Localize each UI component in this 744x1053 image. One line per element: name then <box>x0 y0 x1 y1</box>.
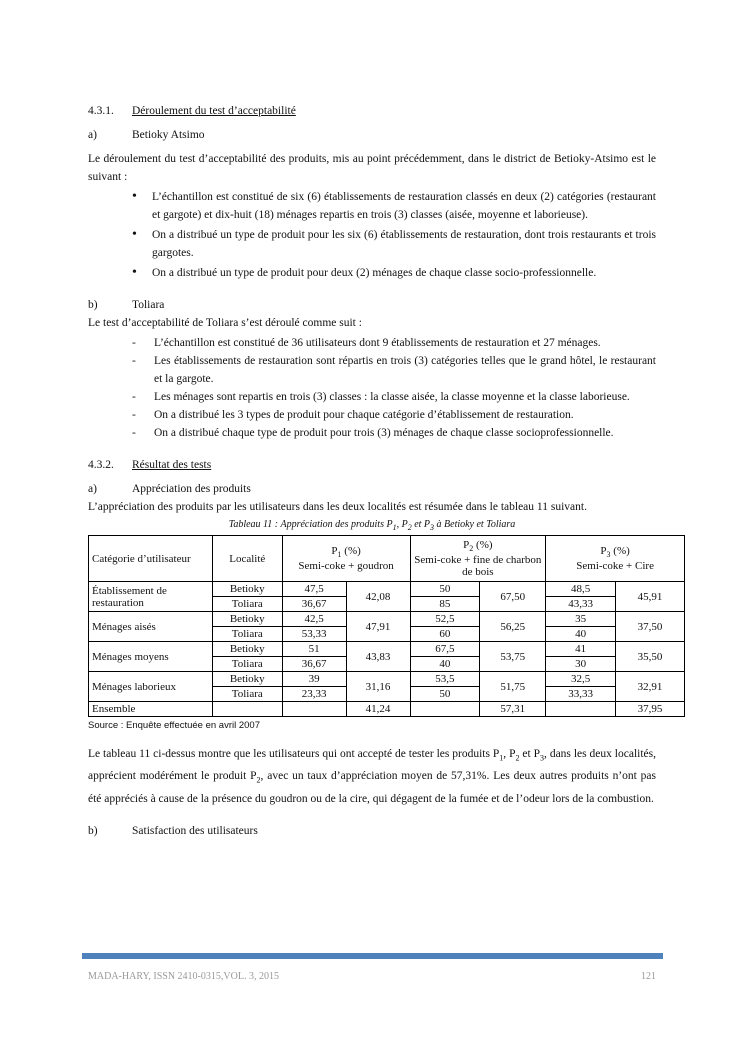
subsection-letter: a) <box>88 129 97 141</box>
p1-value: 51 <box>282 642 346 657</box>
category-cell: Établissement de restauration <box>89 582 213 612</box>
p3-average: 32,91 <box>616 672 685 702</box>
category-cell: Ménages laborieux <box>89 672 213 702</box>
locality-cell: Betioky <box>212 672 282 687</box>
table-caption: Tableau 11 : Appréciation des produits $P_1$, $P_2$ et $P_3$ à Betioky et Toliara <box>228 519 516 532</box>
appreciation-table <box>88 535 685 717</box>
p1-average: 42,08 <box>346 582 410 612</box>
intro-paragraph-a: Le déroulement du test d’acceptabilité des produits, mis au point précédemment, dans le district de Betioky-Atsimo est le suivant : <box>88 153 656 183</box>
p2-value: 50 <box>410 582 480 597</box>
bullet-list-betioky <box>88 188 656 282</box>
p2-value: 60 <box>410 627 480 642</box>
table-row <box>89 642 685 657</box>
p3-value: 33,33 <box>546 687 616 702</box>
locality-cell: Betioky <box>212 642 282 657</box>
category-cell: Ménages moyens <box>89 642 213 672</box>
empty-cell <box>282 702 346 717</box>
locality-cell: Toliara <box>212 627 282 642</box>
p2-average: 53,75 <box>480 642 546 672</box>
dash-item: - Les ménages sont repartis en trois (3) classes : la classe aisée, la classe moyenne et la classe laborieuse. <box>154 388 656 406</box>
locality-cell: Betioky <box>212 582 282 597</box>
header-category: Catégorie d’utilisateur <box>89 536 213 582</box>
table-total-row <box>89 702 685 717</box>
p3-value: 30 <box>546 657 616 672</box>
locality-cell: Toliara <box>212 597 282 612</box>
section-4-3-1-heading <box>88 102 656 120</box>
subsection-title: Appréciation des produits <box>132 483 251 495</box>
table-source: Source : Enquête effectuée en avril 2007 <box>88 720 261 731</box>
section-number: 4.3.2. <box>88 459 114 471</box>
dash-list-toliara <box>88 334 656 442</box>
bullet-item: • On a distribué un type de produit pour deux (2) ménages de chaque classe socio-professionnelle. <box>152 264 656 282</box>
section-title: Déroulement du test d’acceptabilité <box>132 105 296 117</box>
section-number: 4.3.1. <box>88 105 114 117</box>
p2-value: 53,5 <box>410 672 480 687</box>
p1-value: 36,67 <box>282 657 346 672</box>
locality-cell: Betioky <box>212 612 282 627</box>
table-row <box>89 672 685 687</box>
empty-cell <box>410 702 480 717</box>
dash-item: - On a distribué chaque type de produit pour trois (3) ménages de chaque classe socioprofessionnelle. <box>154 424 656 442</box>
document-page <box>88 97 663 846</box>
section-4-3-2-heading <box>88 456 656 474</box>
bullet-item: • L’échantillon est constitué de six (6) établissements de restauration classés en deux (2) catégories (restaurant et gargote) et dix-huit (18) ménages repartis en trois (3) classes (aisée, moyenne et laborieuse). <box>152 188 656 224</box>
p2-value: 40 <box>410 657 480 672</box>
p2-value: 50 <box>410 687 480 702</box>
p3-average: 35,50 <box>616 642 685 672</box>
p2-average: 67,50 <box>480 582 546 612</box>
dash-item: - Les établissements de restauration sont répartis en trois (3) catégories telles que le grand hôtel, le restaurant et la gargote. <box>154 352 656 388</box>
table-row <box>89 582 685 597</box>
p2-value: 67,5 <box>410 642 480 657</box>
intro-paragraph-b: Le test d’acceptabilité de Toliara s’est déroulé comme suit : <box>88 317 362 329</box>
p3-average: 45,91 <box>616 582 685 612</box>
subsection-b2-heading <box>88 822 656 840</box>
locality-cell: Toliara <box>212 687 282 702</box>
p3-value: 40 <box>546 627 616 642</box>
p1-total: 41,24 <box>346 702 410 717</box>
header-p1: $P_1$ (%) Semi-coke + goudron <box>282 536 410 582</box>
bullet-item: • On a distribué un type de produit pour les six (6) établissements de restauration, dont trois restaurants et trois gargotes. <box>152 226 656 262</box>
p3-value: 43,33 <box>546 597 616 612</box>
p2-average: 51,75 <box>480 672 546 702</box>
empty-cell <box>546 702 616 717</box>
p2-value: 52,5 <box>410 612 480 627</box>
table-intro-paragraph: L’appréciation des produits par les utilisateurs dans les deux localités est résumée dans le tableau 11 suivant. <box>88 501 587 513</box>
p2-average: 56,25 <box>480 612 546 642</box>
subsection-title: Betioky Atsimo <box>132 129 205 141</box>
page-number: 121 <box>641 971 656 982</box>
empty-cell <box>212 702 282 717</box>
p3-average: 37,50 <box>616 612 685 642</box>
p2-value: 85 <box>410 597 480 612</box>
subsection-title: Satisfaction des utilisateurs <box>132 824 258 837</box>
header-locality: Localité <box>212 536 282 582</box>
subsection-a-heading <box>88 126 656 144</box>
locality-cell: Toliara <box>212 657 282 672</box>
dash-item: - L’échantillon est constitué de 36 utilisateurs dont 9 établissements de restauration et 27 ménages. <box>154 334 656 352</box>
p2-total: 57,31 <box>480 702 546 717</box>
section-title: Résultat des tests <box>132 459 212 471</box>
p3-value: 41 <box>546 642 616 657</box>
p1-average: 43,83 <box>346 642 410 672</box>
dash-item: - On a distribué les 3 types de produit pour chaque catégorie d’établissement de restauration. <box>154 406 656 424</box>
page-footer <box>88 971 656 982</box>
total-label: Ensemble <box>89 702 213 717</box>
p3-total: 37,95 <box>616 702 685 717</box>
footer-rule <box>82 953 663 959</box>
header-p3: $P_3$ (%) Semi-coke + Cire <box>546 536 685 582</box>
subsection-a2-heading <box>88 480 656 498</box>
p1-value: 36,67 <box>282 597 346 612</box>
subsection-title: Toliara <box>132 299 165 311</box>
p3-value: 48,5 <box>546 582 616 597</box>
conclusion-paragraph: Le tableau 11 ci-dessus montre que les utilisateurs qui ont accepté de tester les produits $P_1$, $P_2$ et $P_3$, dans les deux localités, apprécient modérément le produit $P_2$, avec un taux d’appréciation moyen de 57,31%. Les deux autres produits n’ont pas été appréciés à cause de la présence du goudron ou de la cire, qui dégagent de la fumée et de l’odeur lors de la combustion. <box>88 748 656 805</box>
p1-average: 31,16 <box>346 672 410 702</box>
subsection-b-heading <box>88 296 656 314</box>
p3-value: 35 <box>546 612 616 627</box>
journal-reference: MADA-HARY, ISSN 2410-0315,VOL. 3, 2015 <box>88 971 279 982</box>
p1-value: 39 <box>282 672 346 687</box>
subsection-letter: a) <box>88 483 97 495</box>
p3-value: 32,5 <box>546 672 616 687</box>
p1-average: 47,91 <box>346 612 410 642</box>
category-cell: Ménages aisés <box>89 612 213 642</box>
table-row <box>89 612 685 627</box>
p1-value: 23,33 <box>282 687 346 702</box>
subsection-letter: b) <box>88 824 98 837</box>
subsection-letter: b) <box>88 299 98 311</box>
header-p2: $P_2$ (%) Semi-coke + fine de charbon de bois <box>410 536 546 582</box>
p1-value: 53,33 <box>282 627 346 642</box>
p1-value: 47,5 <box>282 582 346 597</box>
p1-value: 42,5 <box>282 612 346 627</box>
